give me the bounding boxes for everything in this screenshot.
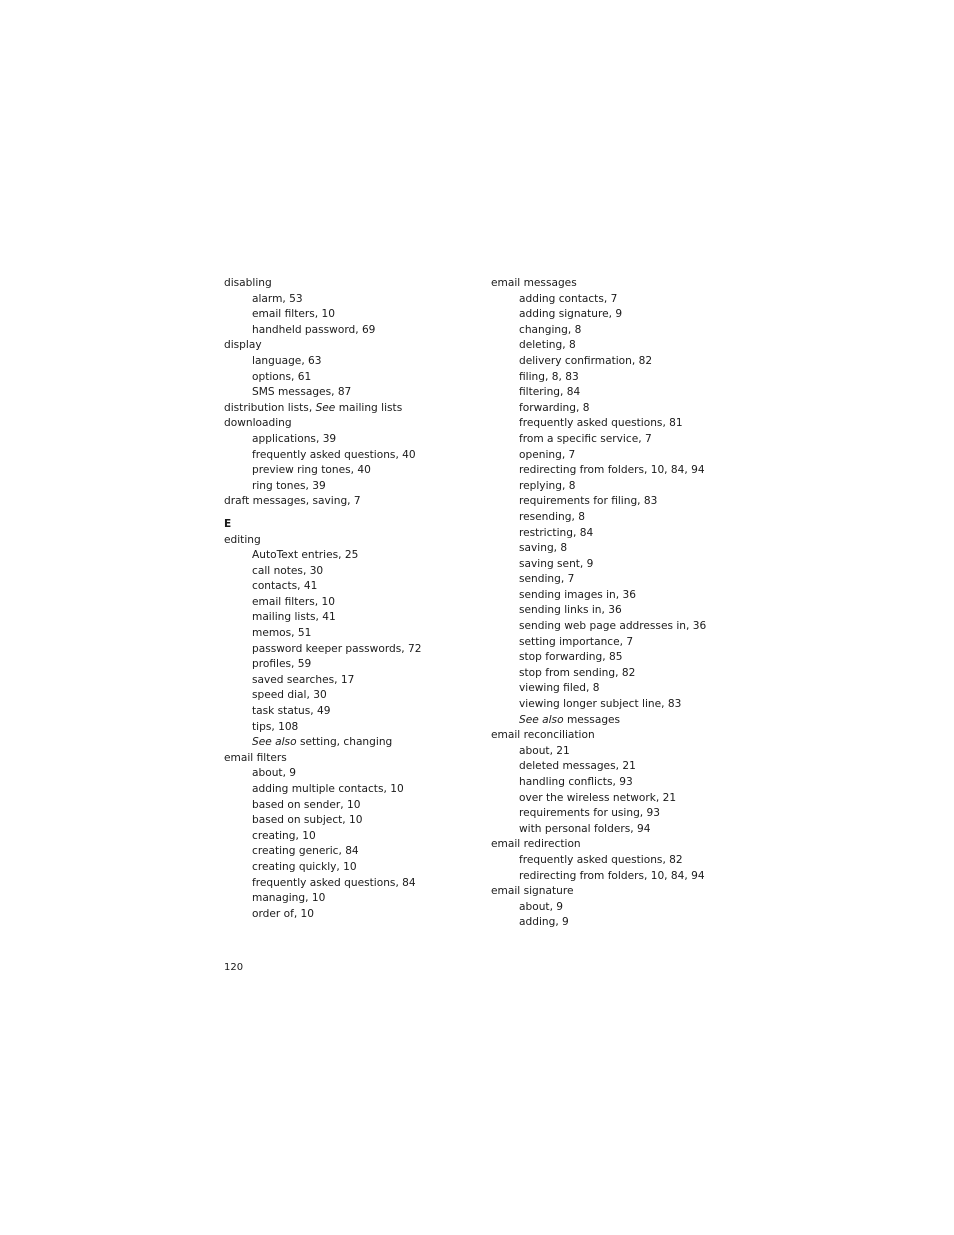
index-subentry	[224, 735, 464, 751]
index-subentry	[491, 603, 751, 619]
index-subentry	[224, 432, 464, 448]
index-subentry	[491, 744, 751, 760]
entry-text: sending links in, 36	[519, 604, 622, 617]
index-entry	[224, 401, 464, 417]
entry-text: changing, 8	[519, 323, 582, 336]
index-subentry	[491, 292, 751, 308]
entry-text: frequently asked questions, 82	[519, 853, 683, 866]
entry-text: distribution lists,	[224, 401, 316, 414]
entry-text: adding signature, 9	[519, 308, 623, 321]
entry-text: viewing longer subject line, 83	[519, 698, 682, 711]
index-subentry	[224, 385, 464, 401]
entry-text: restricting, 84	[519, 526, 594, 539]
index-entry	[491, 837, 751, 853]
entry-text: deleting, 8	[519, 339, 576, 352]
entry-text: messages	[563, 713, 621, 726]
index-subentry	[491, 463, 751, 479]
index-subentry	[224, 548, 464, 564]
entry-text: delivery confirmation, 82	[519, 354, 653, 367]
index-subentry	[224, 292, 464, 308]
entry-text: from a specific service, 7	[519, 432, 652, 445]
index-subentry	[491, 619, 751, 635]
entry-text: adding contacts, 7	[519, 292, 618, 305]
index-subentry	[491, 323, 751, 339]
entry-text: stop from sending, 82	[519, 666, 636, 679]
index-subentry	[491, 853, 751, 869]
index-subentry	[491, 822, 751, 838]
index-subentry	[491, 572, 751, 588]
index-subentry	[224, 876, 464, 892]
index-subentry	[491, 494, 751, 510]
entry-text: adding, 9	[519, 916, 569, 929]
entry-text: redirecting from folders, 10, 84, 94	[519, 869, 705, 882]
index-subentry	[224, 354, 464, 370]
entry-text: about, 9	[252, 767, 297, 780]
index-subentry	[491, 681, 751, 697]
entry-text: sending images in, 36	[519, 588, 636, 601]
index-subentry	[491, 307, 751, 323]
index-subentry	[224, 829, 464, 845]
index-subentry	[491, 401, 751, 417]
index-subentry	[224, 642, 464, 658]
entry-text: speed dial, 30	[252, 689, 327, 702]
entry-text: creating generic, 84	[252, 845, 359, 858]
index-subentry	[491, 416, 751, 432]
index-subentry	[224, 657, 464, 673]
entry-text: draft messages, saving, 7	[224, 495, 361, 508]
entry-text: task status, 49	[252, 705, 331, 718]
index-subentry	[224, 891, 464, 907]
entry-text: frequently asked questions, 81	[519, 417, 683, 430]
index-subentry	[224, 564, 464, 580]
entry-text: saving, 8	[519, 542, 568, 555]
entry-text: SMS messages, 87	[252, 386, 352, 399]
entry-text: filing, 8, 83	[519, 370, 579, 383]
index-subentry	[224, 782, 464, 798]
page-number: 120	[224, 962, 244, 973]
cross-reference-label: See also	[252, 736, 297, 749]
entry-text: over the wireless network, 21	[519, 791, 677, 804]
entry-text: email filters, 10	[252, 308, 335, 321]
entry-text: handheld password, 69	[252, 323, 376, 336]
entry-text: stop forwarding, 85	[519, 651, 623, 664]
entry-text: email filters	[224, 751, 287, 764]
entry-text: options, 61	[252, 370, 312, 383]
index-subentry	[224, 448, 464, 464]
entry-text: deleted messages, 21	[519, 760, 636, 773]
cross-reference-label: See	[315, 401, 336, 414]
index-subentry	[491, 759, 751, 775]
index-entry	[491, 884, 751, 900]
entry-text: based on sender, 10	[252, 798, 361, 811]
index-subentry	[491, 915, 751, 931]
entry-text: order of, 10	[252, 907, 315, 920]
index-subentry	[491, 370, 751, 386]
index-subentry	[491, 650, 751, 666]
index-subentry	[491, 697, 751, 713]
index-subentry	[224, 766, 464, 782]
entry-text: requirements for using, 93	[519, 807, 661, 820]
entry-text: editing	[224, 533, 261, 546]
entry-text: managing, 10	[252, 892, 326, 905]
entry-text: profiles, 59	[252, 658, 312, 671]
index-subentry	[224, 844, 464, 860]
entry-text: about, 21	[519, 744, 570, 757]
index-subentry	[491, 385, 751, 401]
entry-text: language, 63	[252, 354, 322, 367]
entry-text: call notes, 30	[252, 564, 324, 577]
index-entry	[224, 338, 464, 354]
index-subentry	[491, 557, 751, 573]
index-entry	[491, 728, 751, 744]
entry-text: redirecting from folders, 10, 84, 94	[519, 464, 705, 477]
entry-text: replying, 8	[519, 479, 576, 492]
entry-text: memos, 51	[252, 627, 312, 640]
index-subentry	[491, 338, 751, 354]
index-subentry	[224, 323, 464, 339]
entry-text: with personal folders, 94	[519, 822, 651, 835]
entry-text: about, 9	[519, 900, 564, 913]
index-subentry	[224, 463, 464, 479]
index-subentry	[491, 666, 751, 682]
index-subentry	[491, 354, 751, 370]
entry-text: disabling	[224, 277, 272, 289]
entry-text: creating, 10	[252, 829, 316, 842]
entry-text: handling conflicts, 93	[519, 776, 633, 788]
index-subentry	[491, 510, 751, 526]
entry-text: email signature	[491, 885, 574, 898]
entry-text: preview ring tones, 40	[252, 464, 371, 477]
entry-text: requirements for filing, 83	[519, 495, 658, 508]
cross-reference-label: See also	[519, 713, 564, 726]
entry-text: ring tones, 39	[252, 479, 326, 492]
index-subentry	[224, 673, 464, 689]
index-subentry	[224, 860, 464, 876]
index-subentry	[491, 448, 751, 464]
entry-text: adding multiple contacts, 10	[252, 783, 404, 795]
entry-text: resending, 8	[519, 510, 585, 523]
entry-text: frequently asked questions, 40	[252, 448, 416, 461]
entry-text: applications, 39	[252, 432, 337, 445]
entry-text: display	[224, 339, 262, 352]
index-subentry	[491, 635, 751, 651]
index-subentry	[224, 626, 464, 642]
entry-text: contacts, 41	[252, 580, 318, 593]
index-subentry	[224, 720, 464, 736]
index-subentry	[491, 526, 751, 542]
index-entry	[224, 494, 464, 510]
index-subentry	[491, 541, 751, 557]
entry-text: alarm, 53	[252, 292, 303, 305]
index-column-left	[224, 276, 464, 922]
entry-text: frequently asked questions, 84	[252, 876, 416, 889]
entry-text: opening, 7	[519, 448, 576, 461]
entry-text: mailing lists	[335, 401, 403, 414]
index-subentry	[491, 900, 751, 916]
index-entry	[224, 276, 464, 292]
entry-text: forwarding, 8	[519, 401, 590, 414]
entry-text: email reconciliation	[491, 729, 595, 742]
entry-text: downloading	[224, 417, 292, 430]
entry-text: filtering, 84	[519, 386, 581, 399]
index-subentry	[224, 479, 464, 495]
index-subentry	[491, 775, 751, 791]
entry-text: password keeper passwords, 72	[252, 642, 422, 655]
entry-text: viewing filed, 8	[519, 682, 600, 695]
entry-text: setting, changing	[296, 736, 393, 749]
index-subentry	[224, 579, 464, 595]
entry-text: sending web page addresses in, 36	[519, 620, 707, 633]
entry-text: E	[224, 517, 232, 530]
entry-text: email messages	[491, 277, 577, 289]
index-subentry	[224, 704, 464, 720]
entry-text: email filters, 10	[252, 595, 335, 608]
index-letter-heading	[224, 517, 464, 533]
entry-text: sending, 7	[519, 573, 575, 586]
index-column-right	[491, 276, 751, 931]
index-subentry	[224, 370, 464, 386]
entry-text: based on subject, 10	[252, 814, 363, 827]
index-subentry	[224, 688, 464, 704]
index-entry	[491, 276, 751, 292]
entry-text: setting importance, 7	[519, 635, 634, 648]
index-entry	[224, 533, 464, 549]
index-entry	[224, 416, 464, 432]
index-subentry	[224, 595, 464, 611]
index-subentry	[491, 479, 751, 495]
entry-text: tips, 108	[252, 720, 299, 733]
entry-text: saved searches, 17	[252, 673, 355, 686]
entry-text: email redirection	[491, 838, 581, 851]
index-subentry	[491, 713, 751, 729]
index-subentry	[491, 588, 751, 604]
entry-text: AutoText entries, 25	[252, 549, 359, 562]
index-subentry	[491, 432, 751, 448]
entry-text: saving sent, 9	[519, 557, 594, 570]
index-subentry	[491, 869, 751, 885]
entry-text: creating quickly, 10	[252, 860, 357, 873]
index-subentry	[224, 907, 464, 923]
index-subentry	[224, 307, 464, 323]
index-subentry	[491, 806, 751, 822]
index-subentry	[491, 791, 751, 807]
entry-text: mailing lists, 41	[252, 611, 336, 624]
index-entry	[224, 751, 464, 767]
index-subentry	[224, 610, 464, 626]
index-subentry	[224, 798, 464, 814]
index-subentry	[224, 813, 464, 829]
